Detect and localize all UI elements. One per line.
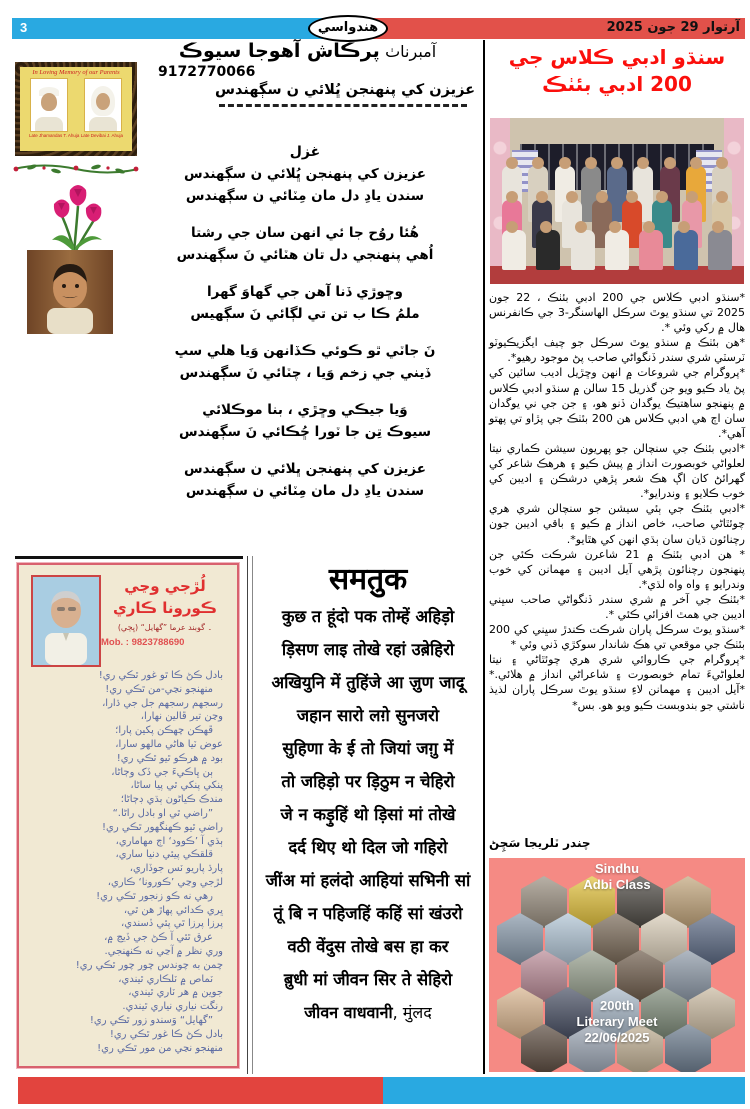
memorial-photo-frame: [15, 62, 137, 156]
obituary-phone: 9172770066: [158, 64, 256, 80]
column-divider: [483, 40, 485, 1074]
middle-poem-title: समतुक: [328, 563, 408, 596]
collage-title: Sindhu Adbi Class: [583, 861, 651, 892]
memorial-title: In Loving Memory of our Parents: [32, 69, 120, 76]
poet-portrait-photo: [27, 250, 113, 334]
ghazal-title: غزل: [289, 144, 321, 160]
obituary-tagline: عزيزن کي پنهنجن ڀُلائي ن سڳهندس: [215, 82, 475, 98]
middle-poem-author: जीवन वाधवानी, मुंलद: [304, 1003, 432, 1022]
article-headline: سنڌو ادبي ڪلاس جي 200 ادبي بئٺڪ: [508, 45, 726, 96]
scanned-poem-clipping: [17, 563, 239, 1068]
clipping-byline: ۔ گوبند عرما ”گهايل“ (ڀڄي): [117, 623, 213, 632]
clipping-poem-lines: بادل ڪڻ ڪا ٿو غور ٿڪي ري! منهنجو نڃي-من ٿڪي ري! رسجهم رسجهم جل جي ڌارا، وڃن تير ڦالين نهارا، ڦهڪن چهڪن پکين پارا؛ عوض ٽيا هاڻي مالهو سارا، بود ۾ هرڪو ٿيو ٿڪي ري! ٻن ڀاڪيءَ جي ڏک وڄاڻا، پنکي پنکي ٿي پيا ساڻا، مندڪ ڪياڻون ٻڌي ڊڄاڻا؛ ”راضي ٿي او بادل راڻا.“ راضي ٿيو ڪهنگهور ٿڪي ري! ٻڌي آ ’ڪوود‘ اڄ مهاماري، قلقڪي پيئي دنيا ساري، پارڌ پاريو ٽس جوڏاري، لڙجي وڃي ’ڪورونا‘ ڪاري، رهي نه ڪو زنجور ٿڪي ري! ڀري ڪدائي پهاڙ هن ٿي، پرزا پرزا ٿي پئي ڏسندي، عرق ٿئي آ ڪڻ جي ڏيڃ ۾، وري نظر ۾ آڃي نه ڪنهنجي. چمن به چوندس چور چور ٿڪي ري! ٽماص ۾ ٽلڪاري ٿيندي، جوين ۾ هر ٽاري ٿيندي، رنگت نياري نياري ٿيندي. ”گهايل“ وَسندو زور ٿڪي ري! بادل ڪڻ ڪا غور ٿڪي ري! منهنجو نڃي من مور ٿڪي ري!: [75, 670, 223, 1054]
obituary-location: آمبرناٺ: [385, 42, 437, 61]
middle-poem-lines: कुछ त हूंदो पक तोम्हें अहिड़ो ड़िसण लाइ तोखे रहां उबे़हिरो अखियुनि में तुहिंजे आ जु़ण जादू जहान सारो लगे़ सुनजरो सुहिणा के ई तो जियां जगु़ में तो जहिड़ो पर ड़िठुम न चेहिरो जे न कड़ुहिं थो ड़िसां मां तोखे दर्द थिए थो दिल जो गहिरो जींअ मां हलंदो आहियां सभिनी सां तूं बि न पहिजहिं कहिं सां खंउरो वठी वेंदुस तोखे बस हा कर बु़धी मां जीवन सिर ते सेहिरो: [265, 607, 471, 989]
obituary-name: پرڪاش آهوجا سيوڪ: [178, 40, 380, 62]
group-photo: [490, 118, 744, 284]
page-number: 3: [20, 20, 28, 35]
literary-meet-collage: [489, 858, 745, 1072]
clipping-mobile-number: Mob. : 9823788690: [101, 637, 185, 648]
clipping-title: لُڙجي وڃي ڪورونا ڪاري: [112, 577, 218, 617]
memorial-caption-left: Late Jhamandas T. Ahuja: [28, 133, 80, 138]
article-body: *سنڌو ادبي ڪلاس جي 200 ادبي بئٺڪ ، 22 جون 2025 تي سنڌو يوٿ سرڪل الهاسنگر-3 جي ڪانفرنس هال ۾ رکي وئي *. *هن بئٺڪ ۾ سنڌو يوٿ سرڪل جو چيف ايگزيڪيوٽو ٽرسٽي شري سندر ڏنگواڻي صاحب پڻ موجود رهيو*. *پروگرام جي شروعات ۾ انهن وڇڙيل اديب سائين کي پڻ ياد ڪيو ويو جن گذريل 15 سالن ۾ سنڌو ادبي ڪلاس ۾ پنهنجو ساهتيڪ يوگدان ڏنو هو، ۽ جن جي ني يوگدان سان اڄ هي ادبي ڪلاس هن 200 بئٺڪ جي پڙاو تي پهتو آهي*. *ادبي بئٺڪ جي سنچالن جو پهريون سيشن ڪماري نيتا لعلواڻي خوبصورت انداز ۾ پيش ڪيو ۽ هرهڪ شاعر کي گهرائڻ کان اڳ هڪ شعر پڙهي درشڪن ۽ اديبن کي خوب ڪلايو ۽ وندرايو*. *ادبي بئٺڪ جي ٻئي سيشن جو سنچالن شري هري چوئٿاڻي صاحب، خاص انداز ۾ ڪيو ۽ باقي اديبن جون رچنائون ڌيان سان ٻڌي انهن کي هٿايو*. * هن ادبي بئٺڪ ۾ 21 شاعرن شرڪت ڪئي جن پنهنجون رچنائون پڙهي آيل اديبن ۽ مهمانن کي خوب وندرايو ۽ واه واه لڌي*. *بئٺڪ جي آخر ۾ شري سندر ڏنگواڻي صاحب سڀني اديبن جي همٿ افزائي ڪئي *. *سنڌو يوٿ سرڪل پاران شرڪت ڪندڙ سڀني کي 200 بئٺڪ جي موقعي تي هڪ شاندار سوکڙي ڏني وئي * *پروگرام جي ڪاروائي شري هري چوئٿاڻي ۽ نيتا لعلواڻيءَ تمام خوبصورت ۽ شاعراڻي انداز ۾ هلائي.* *آيل اديبن ۽ مهمانن لاءِ سنڌو يوٿ سرڪل پاران لذيذ ناشتي جو بندوبست ڪيو ويو هو. بس*: [489, 291, 746, 712]
obituary-header: [140, 40, 475, 107]
ghazal-lines: عزيزن کي پنهنجن ڀُلائي ن سڳهندس سندن يادِ دل مان مِٽائي ن سڳهندس هُئا روُح جا ئي انهن سان جي رشتا اُهي پنهنجي دل تان هٽائي نَ سڳهندس وڇوڙي ڏنا آهن جي گهاوَ گهرا ملمُ ڪا ب تن تي لڳائي نَ سڳهيس نَ جاٽي ٿو ڪوئي ڪڏانهن وَيا هلي سڀ ڏيني جي زخم وَيا ، چٽائي نَ سڳهندس وَيا جيڪي وڇڙي ، بنا موڪلائي سيوڪ تِن جا ٽورا ڇُڪائي نَ سڳهندس عزيزن کي پنهنجن ڀلائي ن سڳهندس سندن يادِ دل مان مِٽائي ن سڳهندس: [174, 166, 436, 499]
collage-meet-caption: 200th Literary Meet 22/06/2025: [576, 998, 658, 1045]
edition-date: آرتوار 29 جون 2025: [606, 20, 740, 35]
memorial-portrait-mother: [84, 78, 122, 132]
obituary-title: [140, 40, 475, 62]
memorial-caption-right: Late Devibai J. Ahuja: [80, 133, 123, 138]
middle-poem: [256, 560, 480, 1030]
masthead-logo: هندواسي: [308, 15, 388, 42]
left-horizontal-rule: [15, 556, 243, 559]
tulip-flowers-graphic: [40, 176, 116, 254]
bottom-bar-red: [18, 1077, 383, 1104]
bottom-bar-blue: [383, 1077, 745, 1104]
article-signature: چندر ٽلريجا سَچِڻ: [489, 836, 591, 850]
mid-column-rule-1: [247, 556, 248, 1074]
people-row-front: [502, 230, 732, 270]
clipping-author-photo: [31, 575, 101, 667]
ghazal-poem: [140, 144, 470, 502]
top-bar-blue: [12, 18, 337, 39]
mid-column-rule-2: [252, 556, 253, 1074]
dashed-divider: [219, 104, 467, 107]
memorial-portrait-father: [30, 78, 68, 132]
